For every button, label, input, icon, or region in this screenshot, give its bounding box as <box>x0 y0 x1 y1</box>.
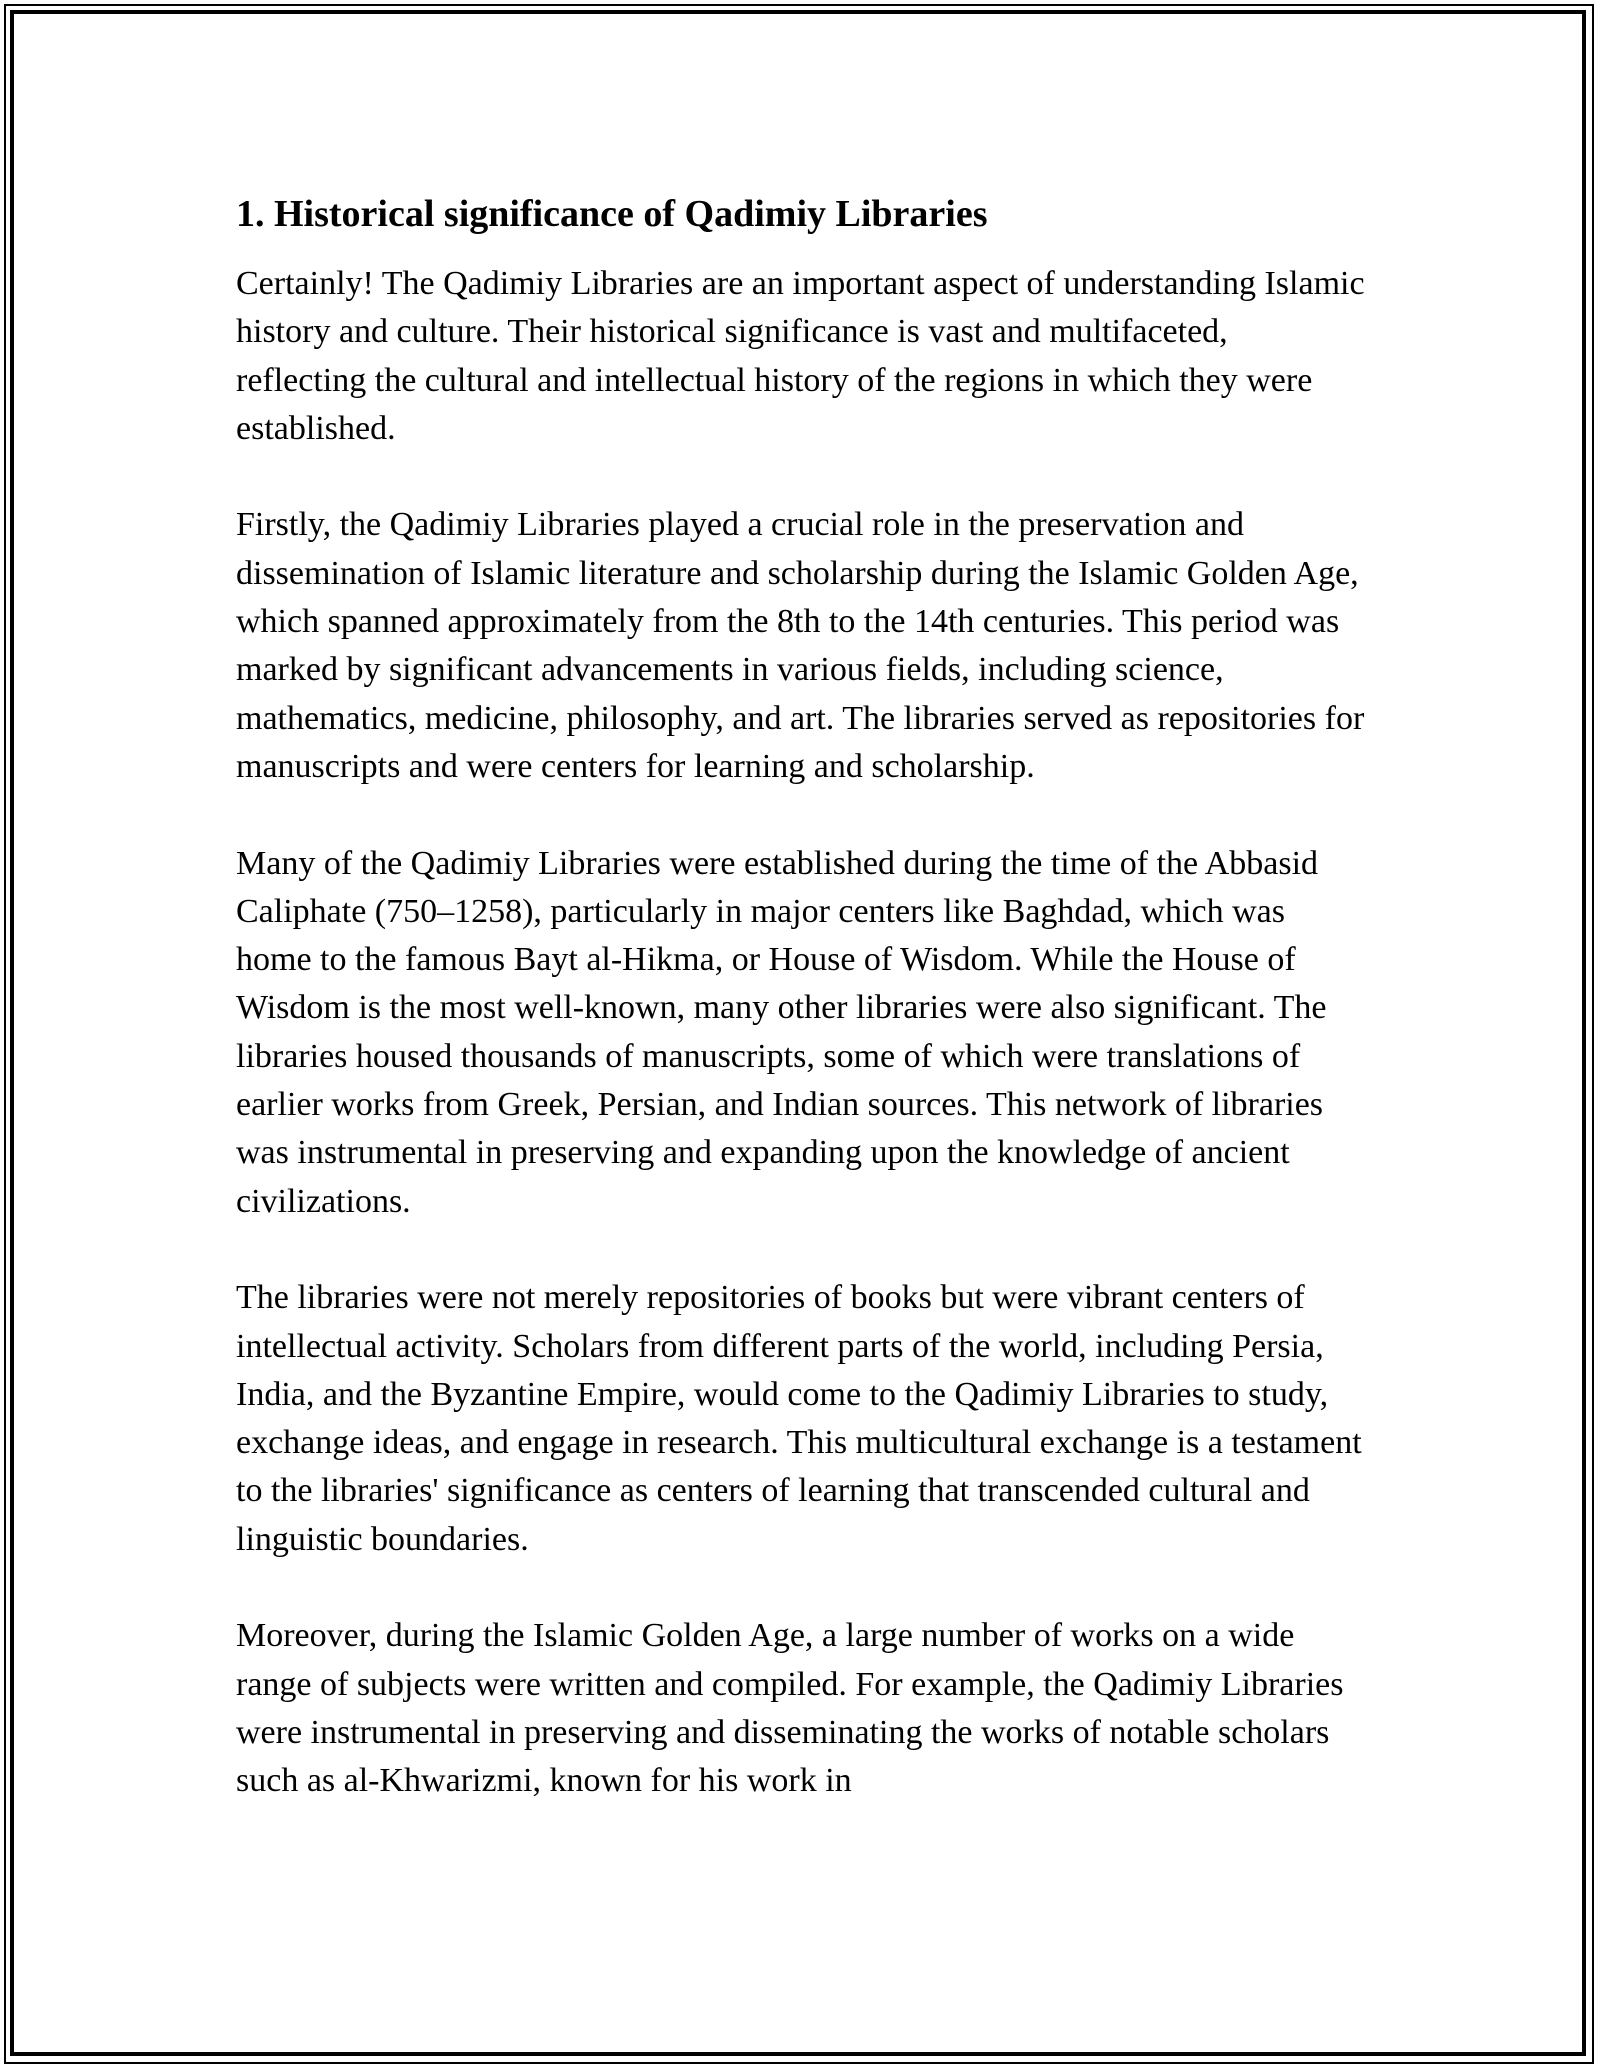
document-body <box>236 186 1366 1854</box>
paragraph-intro: Certainly! The Qadimiy Libraries are an important aspect of understanding Islamic history and culture. Their historical significance is vast and multifaceted, reflecting the cultural and intellectual history of the regions in which they were established. <box>236 265 1365 447</box>
paragraph-abbasid: Many of the Qadimiy Libraries were established during the time of the Abbasid Caliphate (750–1258), particularly in major centers like Baghdad, which was home to the famous Bayt al-Hikma, or House of Wisdom. While the House of Wisdom is the most well-known, many other libraries were also significant. The libraries housed thousands of manuscripts, some of which were translations of earlier works from Greek, Persian, and Indian sources. This network of libraries was instrumental in preserving and expanding upon the knowledge of ancient civilizations. <box>236 844 1327 1220</box>
paragraph-intellectual-activity: The libraries were not merely repositories of books but were vibrant centers of intellectual activity. Scholars from different parts of the world, including Persia, India, and the Byzantine Empire, would come to the Qadimiy Libraries to study, exchange ideas, and engage in research. This multicultural exchange is a testament to the libraries' significance as centers of learning that transcended cultural and linguistic boundaries. <box>236 1279 1362 1558</box>
section-heading: 1. Historical significance of Qadimiy Libraries <box>236 193 988 235</box>
paragraph-golden-age-works: Moreover, during the Islamic Golden Age, a large number of works on a wide range of subjects were written and compiled. For example, the Qadimiy Libraries were instrumental in preserving and disseminating the works of notable scholars such as al-Khwarizmi, known for his work in <box>236 1617 1344 1800</box>
paragraph-preservation: Firstly, the Qadimiy Libraries played a crucial role in the preservation and dissemination of Islamic literature and scholarship during the Islamic Golden Age, which spanned approximately from the 8th to the 14th centuries. This period was marked by significant advancements in various fields, including science, mathematics, medicine, philosophy, and art. The libraries served as repositories for manuscripts and were centers for learning and scholarship. <box>236 506 1365 785</box>
